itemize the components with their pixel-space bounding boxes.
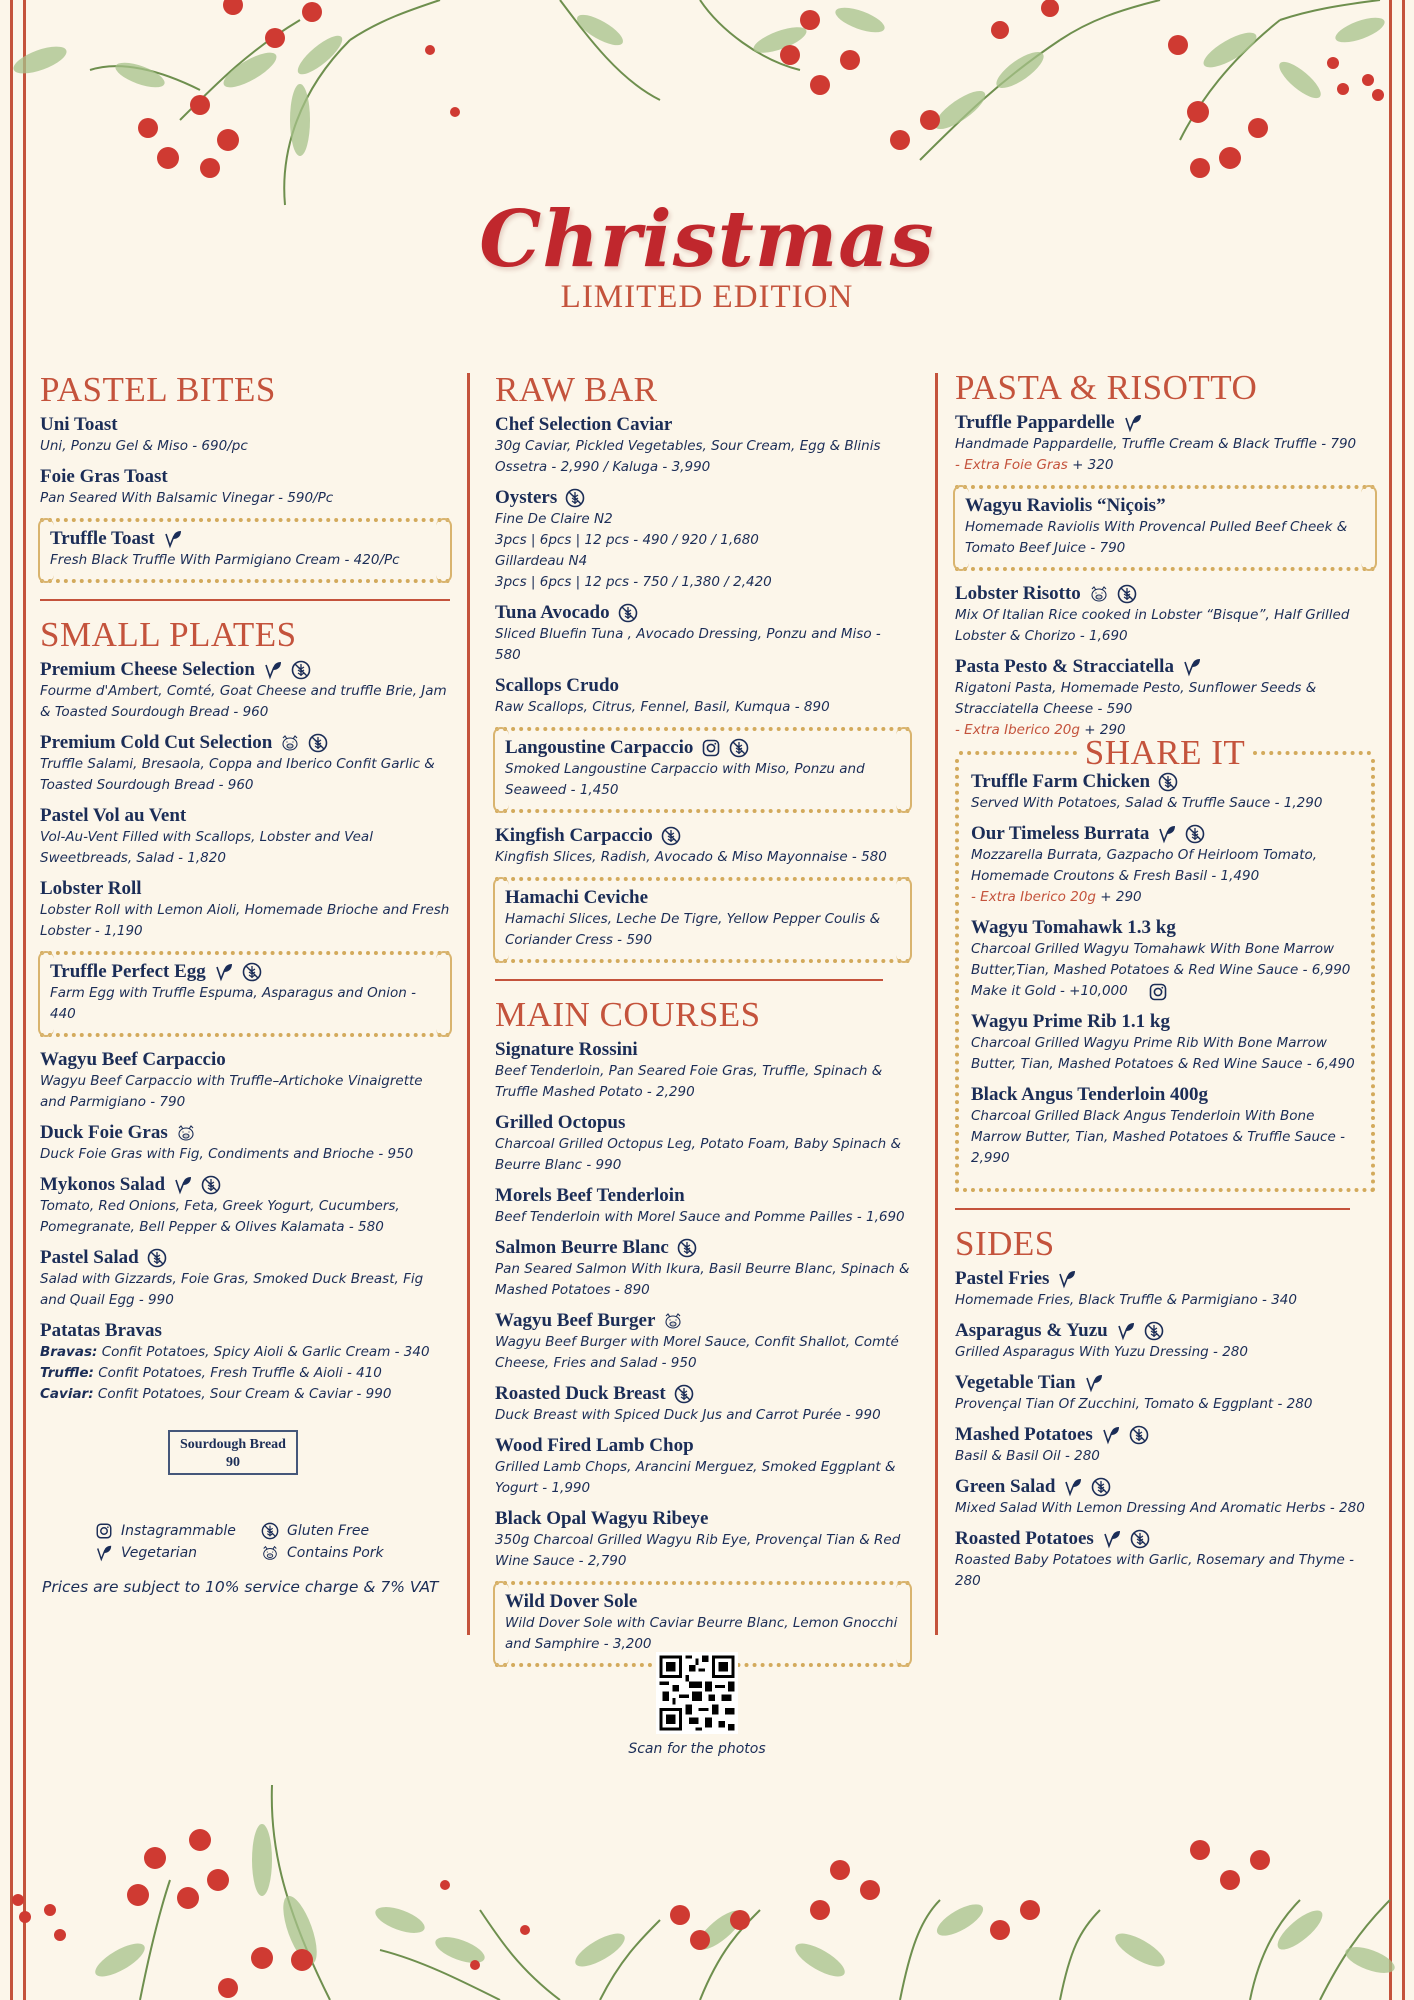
menu-item (955, 1268, 1375, 1311)
section-pastel-bites (40, 370, 450, 583)
item-name (955, 1528, 1375, 1550)
item-name (955, 656, 1375, 678)
menu-item (495, 1185, 910, 1228)
section-divider (40, 599, 450, 601)
item-description: Fresh Black Truffle With Parmigiano Cream - 420/Pc (50, 552, 400, 568)
item-name (971, 1011, 1363, 1033)
item-name-text: Black Angus Tenderloin 400g (971, 1084, 1209, 1105)
variant-label: Truffle: (40, 1365, 94, 1381)
gluten-free-icon (1117, 584, 1137, 604)
gluten-free-icon (201, 1175, 221, 1195)
variant-description: Confit Potatoes, Spicy Aioli & Garlic Cream - 340 (97, 1344, 430, 1360)
menu-item (40, 466, 450, 509)
vegetarian-icon (214, 962, 234, 982)
item-name (495, 1237, 910, 1259)
dietary-legend (95, 1522, 435, 1566)
item-name-text: Mykonos Salad (40, 1174, 166, 1195)
item-description: Uni, Ponzu Gel & Miso - 690/pc (40, 438, 248, 454)
vegetarian-icon (1057, 1269, 1077, 1289)
item-name-text: Duck Foie Gras (40, 1122, 168, 1143)
sourdough-bread-box (168, 1430, 298, 1475)
item-detail-line: Fine De Claire N2 (495, 511, 613, 527)
vegetarian-icon (1182, 657, 1202, 677)
item-description: Duck Breast with Spiced Duck Jus and Carrot Purée - 990 (495, 1407, 881, 1423)
holly-berry-decoration-top (0, 0, 1414, 215)
item-name-text: Our Timeless Burrata (971, 823, 1150, 844)
item-name-text: Chef Selection Caviar (495, 414, 673, 435)
legend-label: Instagrammable (121, 1523, 236, 1539)
menu-item (40, 1320, 450, 1405)
item-name (955, 1320, 1375, 1342)
item-name (965, 495, 1365, 517)
pork-icon (176, 1123, 196, 1143)
extra-label: - Extra Foie Gras (955, 457, 1068, 473)
item-detail-line: Gillardeau N4 (495, 553, 588, 569)
menu-item (495, 1508, 910, 1572)
menu-item (971, 771, 1363, 814)
vegetarian-icon (1084, 1373, 1104, 1393)
menu-item (495, 825, 910, 868)
item-name (955, 1372, 1375, 1394)
item-detail-line: 3pcs | 6pcs | 12 pcs - 490 / 920 / 1,680 (495, 532, 759, 548)
item-description: Lobster Roll with Lemon Aioli, Homemade Brioche and Fresh Lobster - 1,190 (40, 902, 450, 939)
item-name (40, 659, 450, 681)
item-name (495, 1310, 910, 1332)
item-name-text: Wood Fired Lamb Chop (495, 1435, 694, 1456)
gluten-free-icon (1129, 1425, 1149, 1445)
gluten-free-icon (261, 1522, 279, 1540)
menu-item (971, 823, 1363, 908)
variant-description: Confit Potatoes, Sour Cream & Caviar - 990 (93, 1386, 392, 1402)
item-name (495, 1435, 910, 1457)
item-name-text: Scallops Crudo (495, 675, 620, 696)
legend-instagrammable (95, 1522, 245, 1540)
menu-item (971, 1011, 1363, 1075)
vegetarian-icon (95, 1544, 113, 1562)
item-variant (40, 1363, 450, 1384)
item-name (40, 1174, 450, 1196)
section-title-pastel-bites: PASTEL BITES (40, 370, 276, 409)
menu-item (495, 675, 910, 718)
item-description: Wagyu Beef Carpaccio with Truffle–Artichoke Vinaigrette and Parmigiano - 790 (40, 1073, 423, 1110)
menu-item (40, 1122, 450, 1165)
gluten-free-icon (147, 1248, 167, 1268)
item-name (505, 737, 900, 759)
legend-vegetarian (95, 1544, 245, 1562)
column-divider-right (935, 373, 938, 1635)
vegetarian-icon (1123, 413, 1143, 433)
item-description: 350g Charcoal Grilled Wagyu Rib Eye, Provençal Tian & Red Wine Sauce - 2,790 (495, 1532, 901, 1569)
item-description: 30g Caviar, Pickled Vegetables, Sour Cream, Egg & Blinis (495, 438, 881, 454)
item-extra-option (955, 455, 1375, 476)
item-description: Homemade Fries, Black Truffle & Parmigiano - 340 (955, 1292, 1297, 1308)
item-name (505, 887, 900, 909)
vegetarian-icon (163, 529, 183, 549)
menu-item (955, 1476, 1375, 1519)
menu-item (40, 878, 450, 942)
item-name-text: Wagyu Prime Rib 1.1 kg (971, 1011, 1170, 1032)
item-description: Rigatoni Pasta, Homemade Pesto, Sunflower Seeds & Stracciatella Cheese - 590 (955, 680, 1317, 717)
section-title-main-courses: MAIN COURSES (495, 995, 761, 1034)
item-name-text: Wagyu Beef Carpaccio (40, 1049, 226, 1070)
item-variant (40, 1342, 450, 1363)
menu-item (971, 917, 1363, 1002)
menu-header (0, 195, 1414, 316)
gluten-free-icon (308, 733, 328, 753)
item-name-text: Signature Rossini (495, 1039, 638, 1060)
item-description: Basil & Basil Oil - 280 (955, 1448, 1100, 1464)
item-price-line: Ossetra - 2,990 / Kaluga - 3,990 (495, 459, 711, 475)
item-description: Homemade Raviolis With Provencal Pulled Beef Cheek & Tomato Beef Juice - 790 (965, 519, 1348, 556)
vegetarian-icon (1116, 1321, 1136, 1341)
item-name-text: Langoustine Carpaccio (505, 737, 694, 758)
menu-item (40, 414, 450, 457)
item-name (971, 917, 1363, 939)
item-description: Wagyu Beef Burger with Morel Sauce, Confit Shallot, Comté Cheese, Fries and Salad - 950 (495, 1334, 899, 1371)
item-detail-line: 3pcs | 6pcs | 12 pcs - 750 / 1,380 / 2,420 (495, 574, 772, 590)
item-name (40, 878, 450, 900)
item-description: Pan Seared With Balsamic Vinegar - 590/Pc (40, 490, 334, 506)
gluten-free-icon (674, 1384, 694, 1404)
instagram-icon (1148, 982, 1168, 1002)
section-divider (495, 979, 883, 981)
item-name (40, 1049, 450, 1071)
item-name (955, 1424, 1375, 1446)
menu-item (955, 1424, 1375, 1467)
menu-item (495, 487, 910, 593)
item-description: Duck Foie Gras with Fig, Condiments and Brioche - 950 (40, 1146, 414, 1162)
item-name (955, 412, 1375, 434)
item-name (495, 1039, 910, 1061)
item-name (495, 487, 910, 509)
item-description: Grilled Lamb Chops, Arancini Merguez, Smoked Eggplant & Yogurt - 1,990 (495, 1459, 896, 1496)
item-name-text: Tuna Avocado (495, 602, 610, 623)
page-title: Christmas (479, 194, 935, 285)
decorative-dots (959, 751, 1077, 755)
section-pasta-risotto (955, 368, 1375, 741)
item-name (40, 805, 450, 827)
price-note: Prices are subject to 10% service charge & 7% VAT (42, 1578, 439, 1596)
item-description: Fourme d'Ambert, Comté, Goat Cheese and truffle Brie, Jam & Toasted Sourdough Bread - 960 (40, 683, 447, 720)
legend-contains-pork (261, 1544, 421, 1562)
menu-item (495, 1112, 910, 1176)
item-name-text: Pastel Fries (955, 1268, 1050, 1289)
item-name-text: Truffle Pappardelle (955, 412, 1115, 433)
section-title-small-plates: SMALL PLATES (40, 615, 297, 654)
item-name-text: Vegetable Tian (955, 1372, 1076, 1393)
extra-label: - Extra Iberico 20g (971, 889, 1096, 905)
item-name-text: Lobster Roll (40, 878, 142, 899)
item-description: Charcoal Grilled Black Angus Tenderloin With Bone Marrow Butter, Tian, Mashed Potatoes & Truffle Sauce - 2,990 (971, 1108, 1345, 1166)
instagram-icon (701, 738, 721, 758)
item-name (40, 414, 450, 436)
item-name (495, 1383, 910, 1405)
menu-item (40, 1174, 450, 1238)
instagram-icon (95, 1522, 113, 1540)
extra-price: + 320 (1067, 457, 1114, 473)
qr-caption: Scan for the photos (628, 1741, 766, 1757)
legend-label: Vegetarian (121, 1545, 198, 1561)
item-name (40, 732, 450, 754)
section-raw-bar (495, 370, 910, 963)
item-name-text: Foie Gras Toast (40, 466, 168, 487)
legend-label: Gluten Free (287, 1523, 370, 1539)
item-description: Wild Dover Sole with Caviar Beurre Blanc, Lemon Gnocchi and Samphire - 3,200 (505, 1615, 898, 1652)
menu-item (40, 659, 450, 723)
item-description: Charcoal Grilled Octopus Leg, Potato Foam, Baby Spinach & Beurre Blanc - 990 (495, 1136, 902, 1173)
gluten-free-icon (1185, 824, 1205, 844)
item-description: Charcoal Grilled Wagyu Tomahawk With Bone Marrow Butter,Tian, Mashed Potatoes & Red Wine Sauce - 6,990 (971, 941, 1351, 978)
item-name-text: Uni Toast (40, 414, 118, 435)
item-name-text: Oysters (495, 487, 558, 508)
item-name-text: Lobster Risotto (955, 583, 1081, 604)
item-name-text: Premium Cheese Selection (40, 659, 255, 680)
menu-item (955, 485, 1375, 571)
item-name-text: Green Salad (955, 1476, 1056, 1497)
variant-description: Confit Potatoes, Fresh Truffle & Aioli - 410 (93, 1365, 382, 1381)
bread-name: Sourdough Bread (180, 1437, 286, 1452)
menu-item (40, 518, 450, 583)
menu-item (495, 602, 910, 666)
item-description: Beef Tenderloin with Morel Sauce and Pomme Pailles - 1,690 (495, 1209, 905, 1225)
item-description: Sliced Bluefin Tuna , Avocado Dressing, Ponzu and Miso - 580 (495, 626, 881, 663)
item-description: Tomato, Red Onions, Feta, Greek Yogurt, Cucumbers, Pomegranate, Bell Pepper & Olives Kalamata - 580 (40, 1198, 400, 1235)
section-sides (955, 1224, 1375, 1592)
pork-icon (1089, 584, 1109, 604)
item-name-text: Wild Dover Sole (505, 1591, 638, 1612)
extra-price: + 290 (1095, 889, 1142, 905)
item-name (40, 1320, 450, 1342)
item-description: Truffle Salami, Bresaola, Coppa and Iberico Confit Garlic & Toasted Sourdough Bread - 960 (40, 756, 435, 793)
item-name-text: Mashed Potatoes (955, 1424, 1093, 1445)
menu-item (955, 1372, 1375, 1415)
menu-item (955, 1528, 1375, 1592)
section-small-plates (40, 615, 450, 1405)
item-name-text: Truffle Perfect Egg (50, 961, 206, 982)
right-column (955, 368, 1375, 1601)
item-name (40, 466, 450, 488)
section-title-share-it: SHARE IT (1084, 733, 1246, 772)
menu-item (955, 412, 1375, 476)
item-name (495, 1508, 910, 1530)
menu-item (495, 1237, 910, 1301)
item-name-text: Salmon Beurre Blanc (495, 1237, 669, 1258)
pork-icon (663, 1311, 683, 1331)
item-name (971, 1084, 1363, 1106)
vegetarian-icon (1063, 1477, 1083, 1497)
vegetarian-icon (263, 660, 283, 680)
gluten-free-icon (661, 826, 681, 846)
gluten-free-icon (242, 962, 262, 982)
middle-column (495, 370, 910, 1679)
vegetarian-icon (1101, 1425, 1121, 1445)
item-name-text: Pastel Vol au Vent (40, 805, 187, 826)
vegetarian-icon (173, 1175, 193, 1195)
menu-item (40, 805, 450, 869)
extra-price: + 290 (1079, 722, 1126, 738)
item-name-text: Black Opal Wagyu Ribeye (495, 1508, 709, 1529)
item-description: Provençal Tian Of Zucchini, Tomato & Eggplant - 280 (955, 1396, 1313, 1412)
item-description: Farm Egg with Truffle Espuma, Asparagus and Onion - 440 (50, 985, 416, 1022)
note-text: Make it Gold - +10,000 (971, 983, 1128, 999)
item-extra-option (971, 887, 1363, 908)
item-description: Grilled Asparagus With Yuzu Dressing - 280 (955, 1344, 1248, 1360)
variant-label: Caviar: (40, 1386, 94, 1402)
extra-label: - Extra Iberico 20g (955, 722, 1080, 738)
item-name (495, 1185, 910, 1207)
gluten-free-icon (565, 488, 585, 508)
gluten-free-icon (1130, 1529, 1150, 1549)
item-name-text: Wagyu Beef Burger (495, 1310, 656, 1331)
menu-item (40, 732, 450, 796)
menu-item (955, 583, 1375, 647)
menu-item (495, 1383, 910, 1426)
item-name (50, 961, 440, 983)
item-name-text: Wagyu Raviolis “Niçois” (965, 495, 1166, 516)
left-column (40, 370, 450, 1414)
menu-item (495, 1039, 910, 1103)
menu-item (40, 1049, 450, 1113)
item-name (495, 825, 910, 847)
item-description: Kingfish Slices, Radish, Avocado & Miso Mayonnaise - 580 (495, 849, 887, 865)
section-share-it (955, 733, 1375, 1192)
qr-code[interactable] (656, 1652, 738, 1734)
menu-item (971, 1084, 1363, 1169)
section-title-sides: SIDES (955, 1224, 1055, 1263)
item-name-text: Kingfish Carpaccio (495, 825, 653, 846)
item-name (495, 602, 910, 624)
item-name-text: Pasta Pesto & Stracciatella (955, 656, 1174, 677)
item-description: Vol-Au-Vent Filled with Scallops, Lobster and Veal Sweetbreads, Salad - 1,820 (40, 829, 373, 866)
decorative-dots (1253, 751, 1371, 755)
gluten-free-icon (729, 738, 749, 758)
item-description: Roasted Baby Potatoes with Garlic, Rosemary and Thyme - 280 (955, 1552, 1354, 1589)
variant-label: Bravas: (40, 1344, 98, 1360)
item-name (495, 1112, 910, 1134)
item-name (40, 1122, 450, 1144)
item-name-text: Roasted Potatoes (955, 1528, 1094, 1549)
item-description: Raw Scallops, Citrus, Fennel, Basil, Kumqua - 890 (495, 699, 830, 715)
item-description: Mix Of Italian Rice cooked in Lobster “Bisque”, Half Grilled Lobster & Chorizo - 1,690 (955, 607, 1350, 644)
item-description: Handmade Pappardelle, Truffle Cream & Black Truffle - 790 (955, 436, 1357, 452)
item-name-text: Patatas Bravas (40, 1320, 162, 1341)
item-name (971, 771, 1363, 793)
item-name (971, 823, 1363, 845)
section-divider (955, 1208, 1350, 1210)
menu-item (955, 1320, 1375, 1363)
menu-item (495, 727, 910, 813)
item-name-text: Wagyu Tomahawk 1.3 kg (971, 917, 1176, 938)
holly-berry-decoration-bottom (0, 1780, 1414, 2000)
item-name-text: Morels Beef Tenderloin (495, 1185, 685, 1206)
section-main-courses (495, 995, 910, 1667)
item-name (40, 1247, 450, 1269)
menu-item (495, 877, 910, 963)
menu-item (495, 1310, 910, 1374)
legend-label: Contains Pork (287, 1545, 384, 1561)
item-name-text: Truffle Toast (50, 528, 155, 549)
item-name (955, 583, 1375, 605)
item-description: Pan Seared Salmon With Ikura, Basil Beurre Blanc, Spinach & Mashed Potatoes - 890 (495, 1261, 910, 1298)
page-subtitle: LIMITED EDITION (560, 279, 854, 315)
gluten-free-icon (618, 603, 638, 623)
legend-gluten-free (261, 1522, 421, 1540)
item-name-text: Truffle Farm Chicken (971, 771, 1151, 792)
item-description: Mixed Salad With Lemon Dressing And Aromatic Herbs - 280 (955, 1500, 1365, 1516)
item-name-text: Asparagus & Yuzu (955, 1320, 1108, 1341)
item-description: Mozzarella Burrata, Gazpacho Of Heirloom Tomato, Homemade Croutons & Fresh Basil - 1,490 (971, 847, 1318, 884)
gluten-free-icon (677, 1238, 697, 1258)
gluten-free-icon (1158, 772, 1178, 792)
item-note (971, 981, 1363, 1002)
item-description: Salad with Gizzards, Foie Gras, Smoked Duck Breast, Fig and Quail Egg - 990 (40, 1271, 424, 1308)
pork-icon (280, 733, 300, 753)
item-name-text: Pastel Salad (40, 1247, 139, 1268)
vegetarian-icon (1102, 1529, 1122, 1549)
item-description: Smoked Langoustine Carpaccio with Miso, Ponzu and Seaweed - 1,450 (505, 761, 865, 798)
item-name-text: Hamachi Ceviche (505, 887, 649, 908)
bread-price: 90 (226, 1455, 240, 1470)
item-name (50, 528, 440, 550)
menu-item (40, 951, 450, 1037)
menu-item (495, 1435, 910, 1499)
item-variant (40, 1384, 450, 1405)
menu-item (40, 1247, 450, 1311)
vegetarian-icon (1157, 824, 1177, 844)
item-name (495, 414, 910, 436)
pork-icon (261, 1544, 279, 1562)
item-name (955, 1476, 1375, 1498)
section-title-raw-bar: RAW BAR (495, 370, 658, 409)
item-name (505, 1591, 900, 1613)
item-description: Charcoal Grilled Wagyu Prime Rib With Bone Marrow Butter, Tian, Mashed Potatoes & Red Wine Sauce - 6,490 (971, 1035, 1355, 1072)
item-name-text: Grilled Octopus (495, 1112, 626, 1133)
column-divider-left (467, 373, 470, 1635)
section-title-pasta-risotto: PASTA & RISOTTO (955, 368, 1258, 407)
menu-item (495, 414, 910, 478)
item-description: Hamachi Slices, Leche De Tigre, Yellow Pepper Coulis & Coriander Cress - 590 (505, 911, 881, 948)
item-name (495, 675, 910, 697)
item-name-text: Premium Cold Cut Selection (40, 732, 273, 753)
gluten-free-icon (291, 660, 311, 680)
menu-item (955, 656, 1375, 741)
item-name (955, 1268, 1375, 1290)
gluten-free-icon (1144, 1321, 1164, 1341)
item-description: Served With Potatoes, Salad & Truffle Sauce - 1,290 (971, 795, 1323, 811)
gluten-free-icon (1091, 1477, 1111, 1497)
item-description: Beef Tenderloin, Pan Seared Foie Gras, Truffle, Spinach & Truffle Mashed Potato - 2,290 (495, 1063, 883, 1100)
item-name-text: Roasted Duck Breast (495, 1383, 666, 1404)
